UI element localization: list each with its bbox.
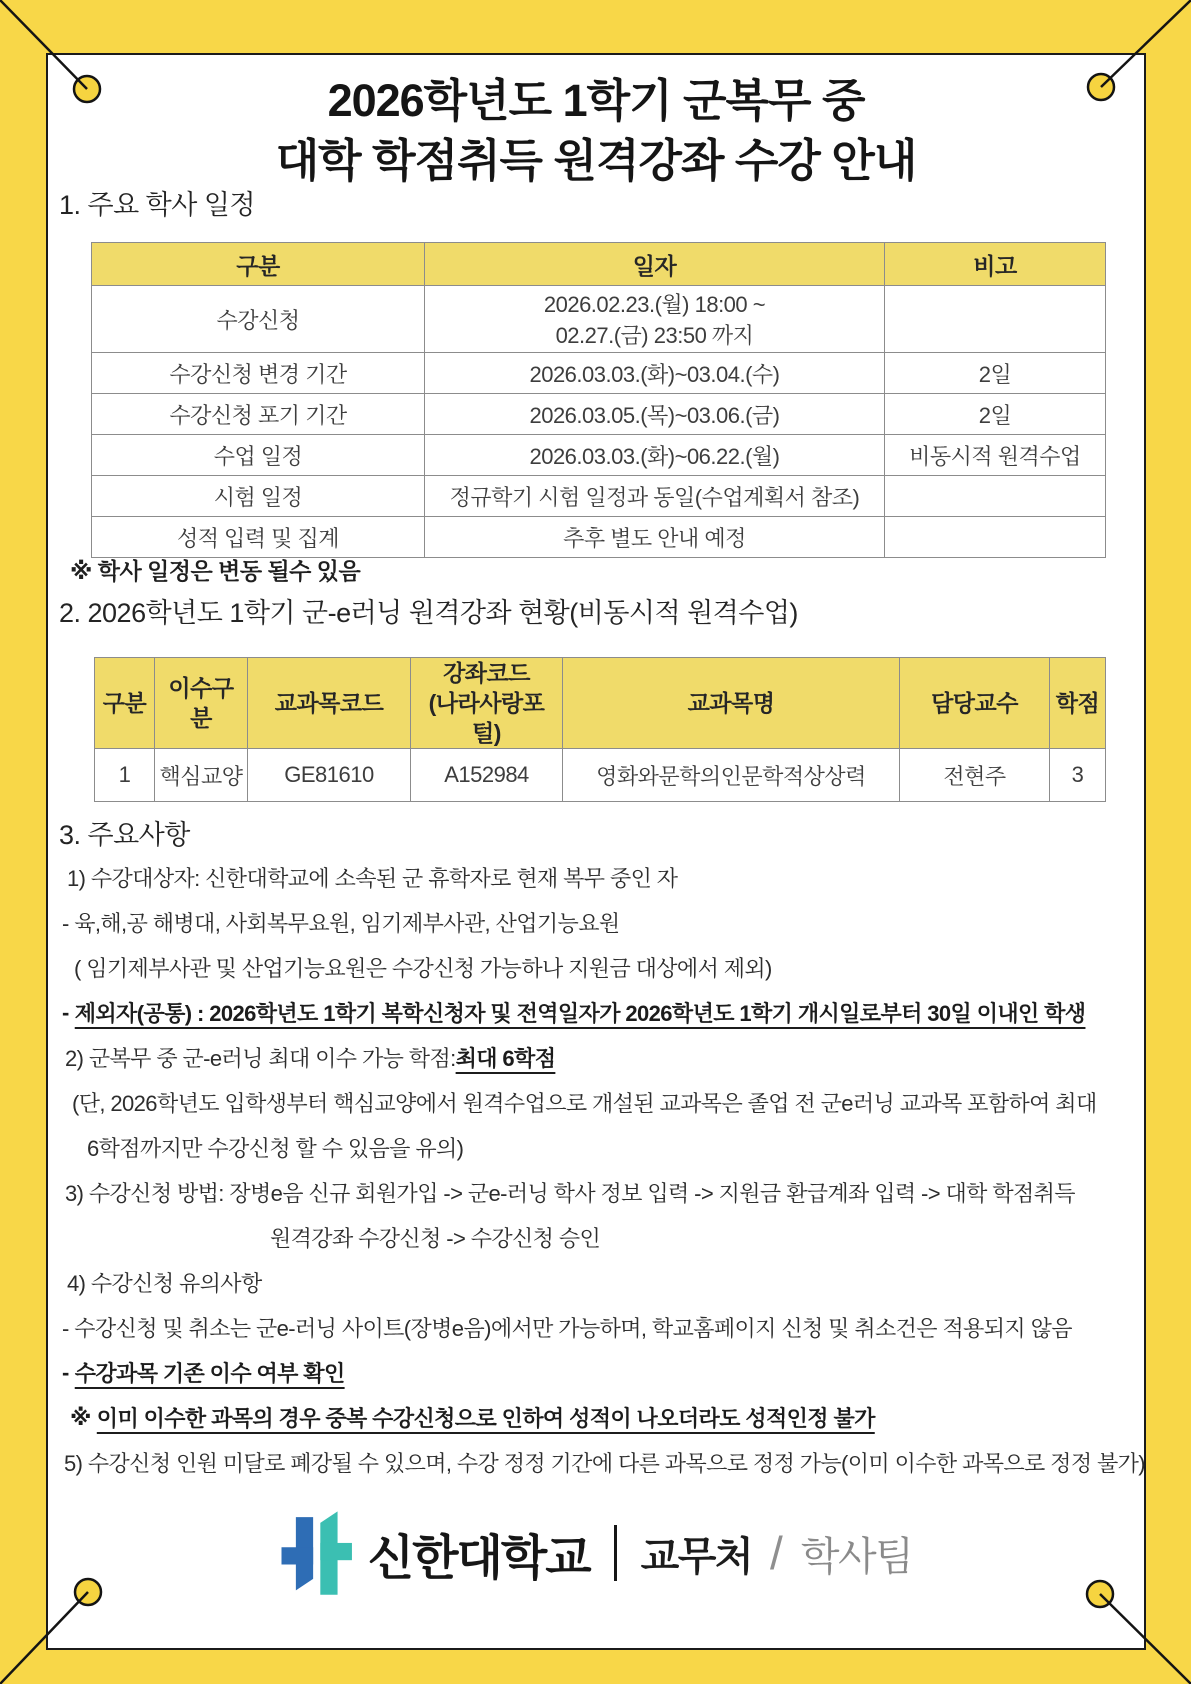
note-line: - 수강신청 및 취소는 군e-러닝 사이트(장병e음)에서만 가능하며, 학교홈페이지 신청 및 취소건은 적용되지 않음 xyxy=(62,1316,1072,1341)
team-name: 학사팀 xyxy=(800,1534,913,1579)
section1-heading: 1. 주요 학사 일정 xyxy=(59,190,256,220)
poster-title-line1: 2026학년도 1학기 군복무 중 xyxy=(327,75,865,126)
note-line: 5) 수강신청 인원 미달로 폐강될 수 있으며, 수강 정정 기간에 다른 과목으로 정정 가능(이미 이수한 과목으로 정정 불가) xyxy=(64,1451,1146,1476)
section3-heading: 3. 주요사항 xyxy=(59,820,190,850)
courses-header-no: 구분 xyxy=(95,658,155,749)
schedule-date-line2: 02.27.(금) 23:50 까지 xyxy=(555,323,754,348)
note-line: 1) 수강대상자: 신한대학교에 소속된 군 휴학자로 현재 복무 중인 자 xyxy=(67,866,678,891)
table-row xyxy=(92,517,1106,558)
schedule-row-note xyxy=(885,286,1106,353)
note-line: 원격강좌 수강신청 -> 수강신청 승인 xyxy=(270,1226,601,1251)
schedule-date-line1: 2026.02.23.(월) 18:00 ~ xyxy=(543,292,766,317)
section2-heading: 2. 2026학년도 1학기 군-e러닝 원격강좌 현황(비동시적 원격수업) xyxy=(59,598,798,628)
course-code: A152984 xyxy=(411,749,563,802)
schedule-header-category: 구분 xyxy=(92,243,425,286)
course-name: 영화와문학의인문학적상상력 xyxy=(563,749,900,802)
note-line-prefix: - xyxy=(62,1359,69,1385)
table-row xyxy=(92,286,1106,353)
schedule-row-date: 2026.03.03.(화)~03.04.(수) xyxy=(425,353,885,394)
schedule-row-note xyxy=(885,517,1106,558)
courses-table xyxy=(94,657,1106,802)
courses-header-course-code-line2: (나라사랑포털) xyxy=(428,690,545,746)
footer-signature xyxy=(48,1493,1144,1613)
university-logo-icon xyxy=(280,1507,352,1599)
schedule-row-note: 비동시적 원격수업 xyxy=(885,435,1106,476)
note-line: ( 임기제부사관 및 산업기능요원은 수강신청 가능하나 지원금 대상에서 제외) xyxy=(74,956,772,981)
courses-header-subject-code: 교과목코드 xyxy=(248,658,411,749)
course-professor: 전현주 xyxy=(900,749,1050,802)
note-line-text: 2) 군복무 중 군-e러닝 최대 이수 가능 학점: xyxy=(65,1046,456,1071)
department-name: 교무처 xyxy=(640,1534,753,1579)
note-line xyxy=(62,990,1134,1035)
schedule-header-date: 일자 xyxy=(425,243,885,286)
course-credits: 3 xyxy=(1050,749,1106,802)
notes-list xyxy=(62,855,1146,1485)
courses-header-course-code xyxy=(411,658,563,749)
note-line: - 육,해,공 해병대, 사회복무요원, 임기제부사관, 산업기능요원 xyxy=(62,911,620,936)
courses-header-course-name: 교과목명 xyxy=(563,658,900,749)
schedule-row-date: 정규학기 시험 일정과 동일(수업계획서 참조) xyxy=(425,476,885,517)
schedule-row-date: 2026.03.05.(목)~03.06.(금) xyxy=(425,394,885,435)
schedule-row-date: 추후 별도 안내 예정 xyxy=(425,517,885,558)
schedule-row-date: 2026.03.03.(화)~06.22.(월) xyxy=(425,435,885,476)
schedule-row-label: 성적 입력 및 집계 xyxy=(92,517,425,558)
courses-header-row xyxy=(95,658,1106,749)
table-row xyxy=(92,435,1106,476)
poster-sheet xyxy=(46,53,1146,1650)
schedule-row-note: 2일 xyxy=(885,394,1106,435)
footer-slash: / xyxy=(770,1527,783,1579)
note-line: 6학점까지만 수강신청 할 수 있음을 유의) xyxy=(87,1136,464,1161)
course-subject-code: GE81610 xyxy=(248,749,411,802)
schedule-row-note xyxy=(885,476,1106,517)
table-row xyxy=(95,749,1106,802)
schedule-row-date xyxy=(425,286,885,353)
table-row xyxy=(92,394,1106,435)
note-line: (단, 2026학년도 입학생부터 핵심교양에서 원격수업으로 개설된 교과목은 졸업 전 군e러닝 교과목 포함하여 최대 xyxy=(72,1091,1097,1116)
courses-header-credits: 학점 xyxy=(1050,658,1106,749)
course-no: 1 xyxy=(95,749,155,802)
schedule-row-note: 2일 xyxy=(885,353,1106,394)
note-line xyxy=(62,1395,1134,1440)
note-line-emphasis: 최대 6학점 xyxy=(455,1046,556,1071)
schedule-row-label: 수강신청 xyxy=(92,286,425,353)
note-line xyxy=(62,1035,1134,1080)
schedule-row-label: 수강신청 변경 기간 xyxy=(92,353,425,394)
note-line-emphasis: 수강과목 기존 이수 여부 확인 xyxy=(74,1361,345,1386)
schedule-header-row xyxy=(92,243,1106,286)
note-line: 3) 수강신청 방법: 장병e음 신규 회원가입 -> 군e-러닝 학사 정보 입력 -> 지원금 환급계좌 입력 -> 대학 학점취득 xyxy=(65,1181,1075,1206)
schedule-header-note: 비고 xyxy=(885,243,1106,286)
schedule-footnote: ※ 학사 일정은 변동 될수 있음 xyxy=(70,558,361,584)
note-line-prefix: - xyxy=(62,999,69,1025)
schedule-row-label: 수업 일정 xyxy=(92,435,425,476)
footer-divider-bar xyxy=(614,1525,617,1581)
schedule-table xyxy=(91,242,1106,558)
note-line xyxy=(62,1350,1134,1395)
schedule-row-label: 수강신청 포기 기간 xyxy=(92,394,425,435)
courses-header-category: 이수구분 xyxy=(155,658,248,749)
table-row xyxy=(92,353,1106,394)
schedule-row-label: 시험 일정 xyxy=(92,476,425,517)
poster-title-line2: 대학 학점취득 원격강좌 수강 안내 xyxy=(275,135,917,186)
courses-header-professor: 담당교수 xyxy=(900,658,1050,749)
courses-header-course-code-line1: 강좌코드 xyxy=(443,660,530,686)
note-line-emphasis: 이미 이수한 과목의 경우 중복 수강신청으로 인하여 성적이 나오더라도 성적인정 불가 xyxy=(96,1406,875,1431)
poster-title xyxy=(48,71,1144,191)
note-line-prefix: ※ xyxy=(70,1404,91,1430)
note-line-emphasis: 제외자(공통) : 2026학년도 1학기 복학신청자 및 전역일자가 2026학년도 1학기 개시일로부터 30일 이내인 학생 xyxy=(74,1001,1086,1026)
course-category: 핵심교양 xyxy=(155,749,248,802)
university-name: 신한대학교 xyxy=(367,1531,590,1585)
table-row xyxy=(92,476,1106,517)
note-line: 4) 수강신청 유의사항 xyxy=(67,1271,262,1296)
